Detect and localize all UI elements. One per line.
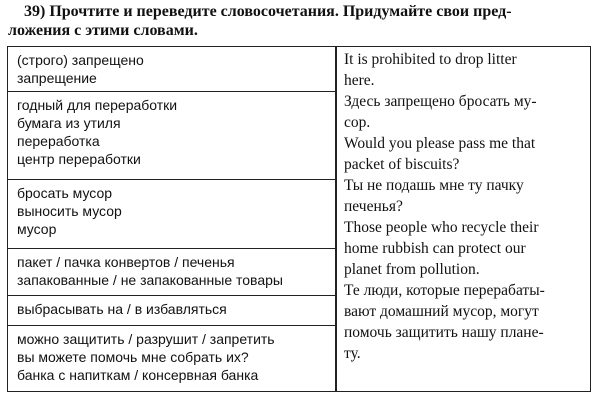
- exercise-heading-line-1: 39) Прочтите и переведите словосочетания. Придумайте свои пред-: [24, 3, 512, 20]
- phrase-cell-protect: [8, 326, 335, 391]
- phrase-line: (строго) запрещено: [17, 52, 144, 68]
- phrase-cell-packets: [8, 249, 335, 296]
- phrase-cell-prohibited: [8, 47, 335, 92]
- phrase-line: центр переработки: [17, 151, 141, 167]
- phrase-line: выбрасывать на / в избавляться: [17, 301, 227, 317]
- phrase-line: можно защитить / разрушит / запретить: [17, 331, 275, 347]
- sentence-line: Те люди, которые перерабаты-: [344, 282, 545, 299]
- phrase-line: вы можете помочь мне собрать их?: [17, 349, 249, 365]
- phrase-line: годный для переработки: [17, 97, 178, 113]
- sentence-line: сор.: [344, 114, 371, 131]
- phrase-cell-recycling: [8, 92, 335, 180]
- phrase-line: мусор: [17, 221, 57, 237]
- sentence-line: Those people who recycle their: [344, 219, 539, 236]
- phrase-line: бросать мусор: [17, 185, 113, 201]
- vocabulary-table: [7, 46, 591, 392]
- sentence-line: packet of biscuits?: [344, 156, 460, 173]
- sentence-line: It is prohibited to drop litter: [344, 51, 517, 68]
- russian-phrases-column: [8, 47, 335, 391]
- sentence-line: Ты не подашь мне ту пачку: [344, 177, 524, 194]
- phrase-line: запакованные / не запакованные товары: [17, 272, 283, 288]
- column-divider: [335, 47, 337, 391]
- sentence-line: home rubbish can protect our: [344, 240, 526, 257]
- sentence-line: Здесь запрещено бросать му-: [344, 93, 537, 110]
- sentence-line: вают домашний мусор, могут: [344, 303, 539, 320]
- phrase-line: выносить мусор: [17, 203, 122, 219]
- exercise-heading-line-2: ложения с этими словами.: [8, 22, 198, 39]
- phrase-line: банка с напиткам / консервная банка: [17, 367, 259, 383]
- example-sentences-column: [344, 49, 588, 364]
- sentence-line: помочь защитить нашу плане-: [344, 324, 544, 341]
- exercise-heading: [8, 2, 594, 40]
- sentence-line: ту.: [344, 345, 361, 362]
- phrase-line: пакет / пачка конвертов / печенья: [17, 254, 235, 270]
- phrase-line: запрещение: [17, 70, 97, 86]
- phrase-cell-throw-away: [8, 296, 335, 326]
- sentence-line: planet from pollution.: [344, 261, 480, 278]
- phrase-line: бумага из утиля: [17, 115, 121, 131]
- sentence-line: here.: [344, 72, 375, 89]
- phrase-line: переработка: [17, 133, 100, 149]
- sentence-line: печенья?: [344, 198, 403, 215]
- phrase-cell-litter: [8, 180, 335, 249]
- sentence-line: Would you please pass me that: [344, 135, 536, 152]
